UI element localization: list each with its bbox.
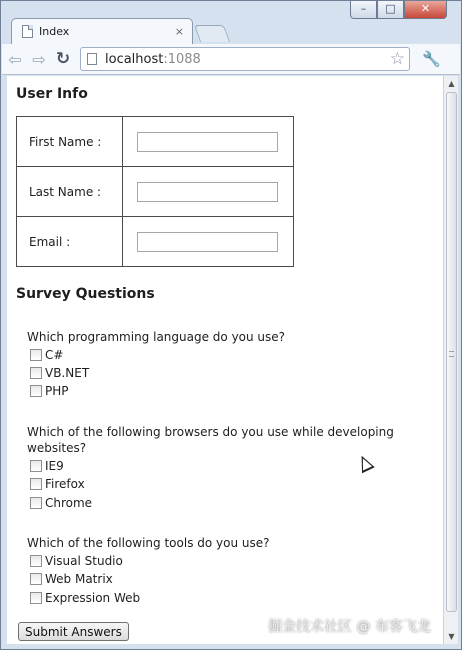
window-controls	[350, 1, 447, 19]
option-label: Chrome	[45, 496, 93, 510]
page-icon	[22, 25, 33, 38]
page-icon	[87, 53, 97, 65]
option-label: IE9	[45, 459, 64, 473]
reload-icon[interactable]: ↻	[55, 49, 71, 69]
first-name-input[interactable]	[137, 132, 278, 152]
user-info-table	[16, 116, 294, 267]
option-web-matrix[interactable]	[30, 571, 113, 587]
watermark: 掘金技术社区 @ 布客飞龙	[268, 619, 431, 635]
submit-answers-button[interactable]: Submit Answers	[18, 622, 129, 641]
address-host: localhost	[105, 51, 164, 67]
minimize-button[interactable]: –	[350, 1, 377, 19]
page-content	[7, 76, 443, 644]
address-bar[interactable]	[80, 47, 410, 71]
star-icon[interactable]: ☆	[389, 49, 405, 69]
maximize-button[interactable]: □	[377, 1, 404, 19]
checkbox[interactable]	[30, 555, 42, 567]
last-name-label: Last Name :	[17, 167, 123, 217]
forward-icon[interactable]: ⇨	[32, 49, 46, 69]
browser-toolbar	[2, 44, 460, 75]
option-label: Expression Web	[45, 591, 141, 605]
tab-index[interactable]	[11, 18, 193, 44]
last-name-cell	[123, 167, 294, 217]
option-firefox[interactable]	[30, 476, 85, 492]
option-label: Firefox	[45, 477, 85, 491]
checkbox[interactable]	[30, 592, 42, 604]
option-label: Web Matrix	[45, 572, 113, 586]
option-label: VB.NET	[45, 366, 90, 380]
tab-close-icon[interactable]: ×	[174, 25, 184, 38]
option-vbnet[interactable]	[30, 365, 89, 381]
table-row	[17, 167, 294, 217]
grip-icon	[449, 351, 454, 357]
email-label: Email :	[17, 217, 123, 267]
address-port: :1088	[163, 51, 201, 67]
survey-heading: Survey Questions	[16, 286, 155, 302]
first-name-label: First Name :	[17, 117, 123, 167]
checkbox[interactable]	[30, 349, 42, 361]
last-name-input[interactable]	[137, 182, 278, 202]
question-1: Which programming language do you use?	[27, 330, 286, 344]
email-cell	[123, 217, 294, 267]
scroll-up-icon[interactable]: ▲	[448, 79, 455, 88]
email-input[interactable]	[137, 232, 278, 252]
option-label: PHP	[45, 384, 69, 398]
tab-title: Index	[39, 25, 70, 38]
option-visual-studio[interactable]	[30, 553, 123, 569]
user-info-heading: User Info	[16, 86, 88, 102]
scroll-thumb[interactable]	[446, 92, 457, 612]
option-php[interactable]	[30, 383, 69, 399]
option-expression-web[interactable]	[30, 590, 140, 606]
vertical-scrollbar[interactable]	[443, 76, 458, 644]
scroll-down-icon[interactable]: ▼	[448, 632, 455, 641]
option-csharp[interactable]	[30, 347, 63, 363]
option-label: Visual Studio	[45, 554, 123, 568]
checkbox[interactable]	[30, 367, 42, 379]
checkbox[interactable]	[30, 573, 42, 585]
table-row	[17, 217, 294, 267]
back-icon[interactable]: ⇦	[8, 49, 22, 69]
question-2: Which of the following browsers do you use while developing websites?	[27, 425, 394, 455]
new-tab-button[interactable]	[194, 25, 230, 42]
first-name-cell	[123, 117, 294, 167]
checkbox[interactable]	[30, 478, 42, 490]
table-row	[17, 117, 294, 167]
option-ie9[interactable]	[30, 458, 64, 474]
question-3: Which of the following tools do you use?	[27, 536, 270, 550]
checkbox[interactable]	[30, 460, 42, 472]
option-label: C#	[45, 348, 64, 362]
close-window-button[interactable]: ✕	[404, 1, 447, 19]
checkbox[interactable]	[30, 497, 42, 509]
checkbox[interactable]	[30, 385, 42, 397]
option-chrome[interactable]	[30, 495, 92, 511]
wrench-icon[interactable]: 🔧	[422, 50, 441, 68]
